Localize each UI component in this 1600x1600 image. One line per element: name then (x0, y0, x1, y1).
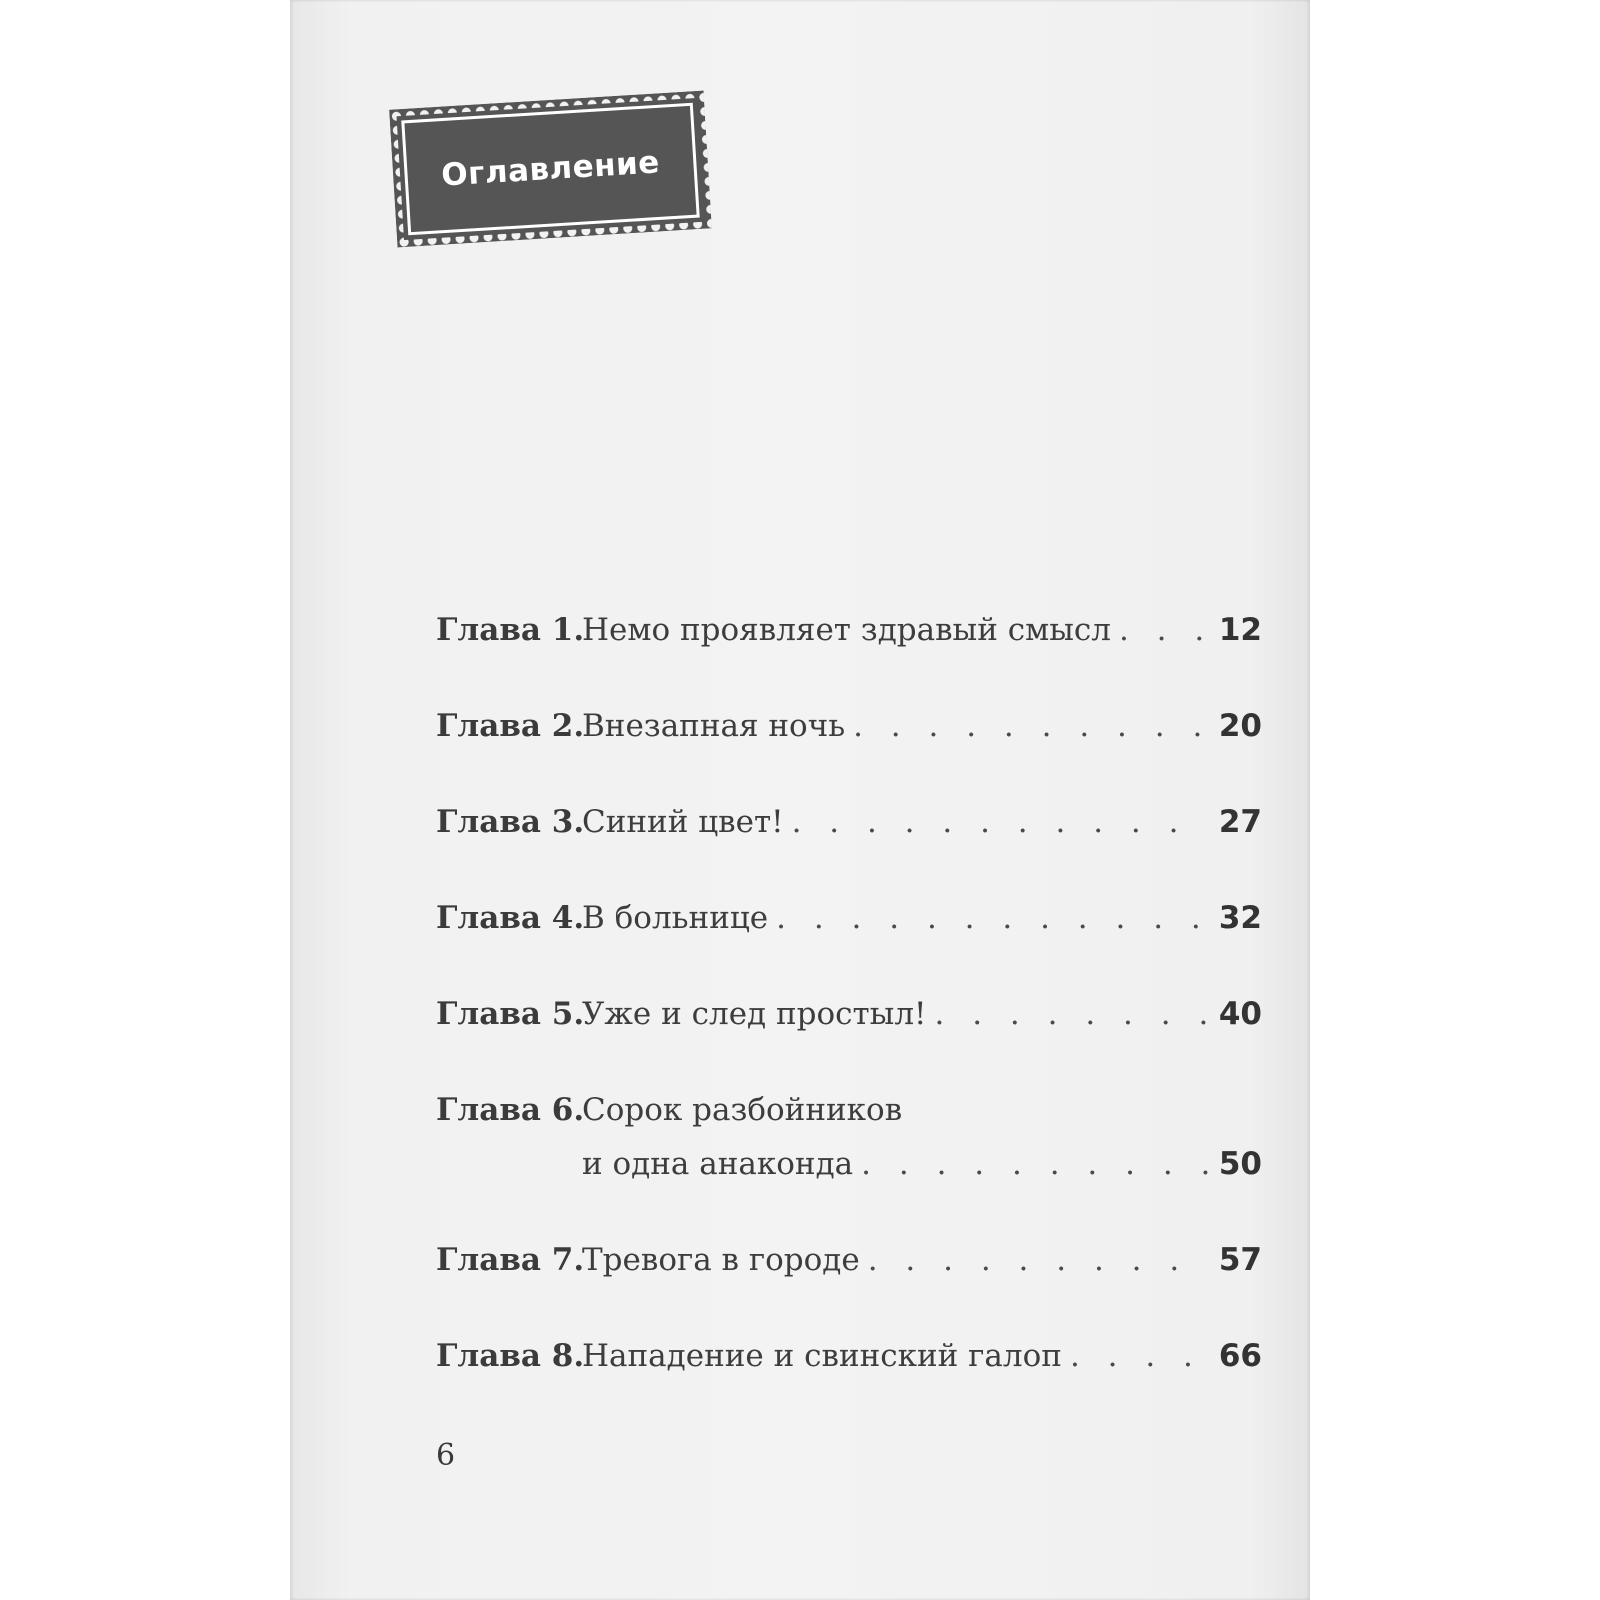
leader-dots (868, 1242, 1208, 1278)
chapter-label: Глава 7. (436, 1242, 585, 1278)
chapter-title: Немо проявляет здравый смысл (582, 612, 1111, 648)
page-number: 20 (1218, 708, 1262, 744)
page-title: Оглавление (440, 144, 661, 194)
toc-entry-4[interactable] (436, 900, 1262, 940)
chapter-label: Глава 8. (436, 1338, 585, 1374)
chapter-label: Глава 3. (436, 804, 585, 840)
chapter-title: Нападение и свинский галоп (582, 1338, 1062, 1374)
table-of-contents (436, 612, 1262, 1378)
chapter-title: Уже и след простыл! (582, 996, 927, 1032)
leader-dots (1119, 612, 1208, 648)
toc-entry-8[interactable] (436, 1338, 1262, 1378)
leader-dots (934, 996, 1208, 1032)
chapter-label: Глава 2. (436, 708, 585, 744)
leader-dots (776, 900, 1208, 936)
toc-entry-7[interactable] (436, 1242, 1262, 1282)
toc-entry-1[interactable] (436, 612, 1262, 652)
heading-stamp (389, 91, 712, 248)
leader-dots (853, 708, 1208, 744)
page-number: 66 (1218, 1338, 1262, 1374)
page-folio: 6 (436, 1438, 456, 1473)
leader-dots (861, 1146, 1208, 1182)
toc-entry-6[interactable] (436, 1092, 1262, 1186)
chapter-title: Синий цвет! (582, 804, 784, 840)
toc-entry-3[interactable] (436, 804, 1262, 844)
toc-entry-5[interactable] (436, 996, 1262, 1036)
chapter-label: Глава 1. (436, 612, 585, 648)
page-number: 57 (1218, 1242, 1262, 1278)
chapter-title: Сорок разбойников (582, 1092, 903, 1128)
leader-dots (792, 804, 1208, 840)
page-number: 32 (1218, 900, 1262, 936)
chapter-title-continued: и одна анаконда (582, 1146, 854, 1182)
page-number: 50 (1218, 1146, 1262, 1182)
leader-dots (1070, 1338, 1208, 1374)
chapter-label: Глава 5. (436, 996, 585, 1032)
chapter-title: Внезапная ночь (582, 708, 846, 744)
chapter-title: В больнице (582, 900, 769, 936)
page-number: 27 (1218, 804, 1262, 840)
chapter-label: Глава 6. (436, 1092, 585, 1128)
page-number: 12 (1218, 612, 1262, 648)
toc-entry-2[interactable] (436, 708, 1262, 748)
chapter-title: Тревога в городе (582, 1242, 860, 1278)
chapter-label: Глава 4. (436, 900, 585, 936)
page-number: 40 (1218, 996, 1262, 1032)
